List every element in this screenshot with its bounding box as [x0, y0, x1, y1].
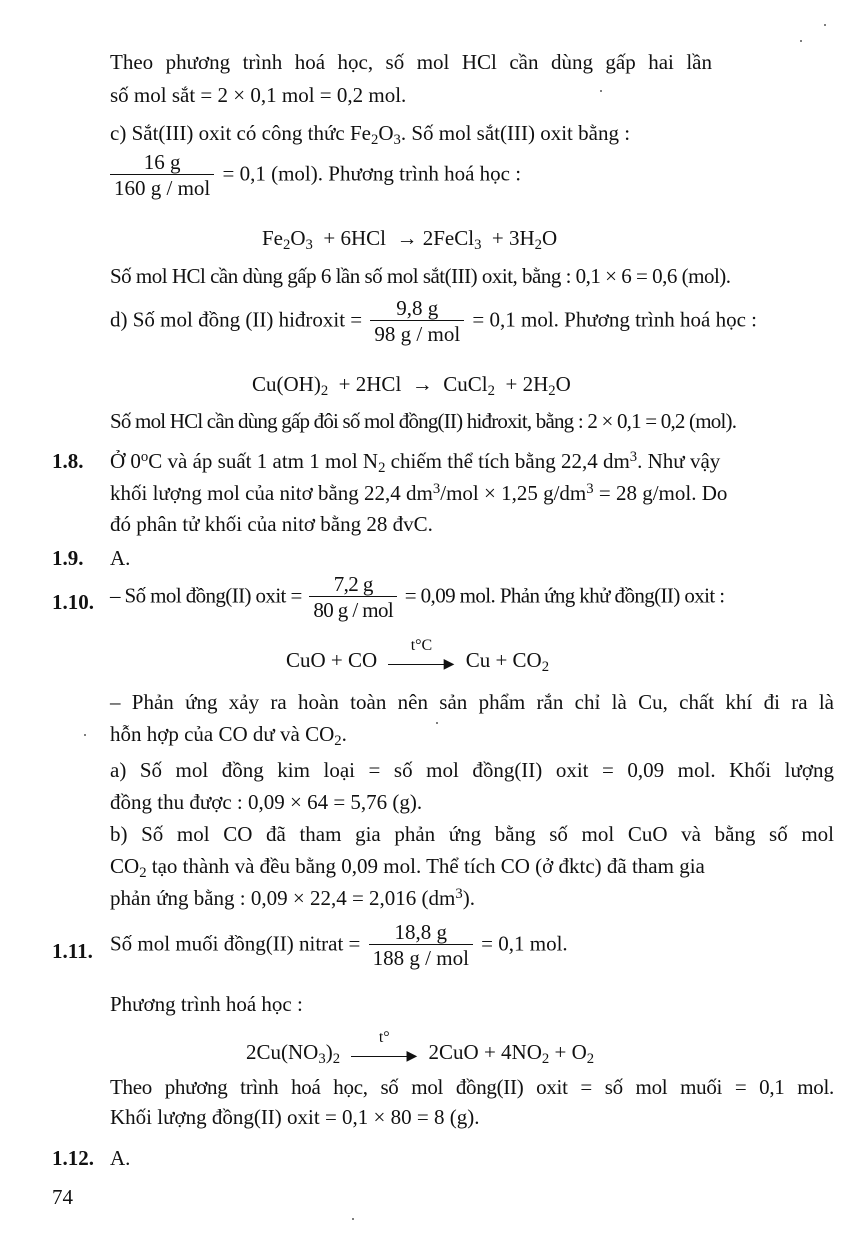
- text-line: a) Số mol đồng kim loại = số mol đồng(II) oxit = 0,09 mol. Khối lượng: [110, 758, 834, 782]
- eq-product: Cu + CO: [465, 648, 542, 672]
- fraction: [110, 152, 214, 199]
- text-line: Phương trình hoá học :: [110, 992, 303, 1016]
- question-number: 1.11.: [52, 939, 93, 963]
- chemical-equation: $Fe_2O_3 + 6HCl$ → 2FeCl$_3$ + $3H_2O$: [262, 226, 558, 253]
- text-fragment: Số mol muối đồng(II) nitrat =: [110, 931, 361, 956]
- fraction: [370, 298, 464, 345]
- text-fragment: = 28 g/mol. Do: [593, 481, 728, 505]
- eq-product: 2FeCl: [422, 226, 475, 250]
- eq-reactant: Cu(OH): [252, 372, 321, 396]
- text-fragment: /mol × 1,25 g/dm: [440, 481, 587, 505]
- answer: A.: [110, 1146, 131, 1170]
- question-number: 1.9.: [52, 546, 84, 570]
- chemical-equation: CuO + CO t°C ▶ $Cu + CO_2$: [286, 637, 550, 675]
- fraction-denominator: 160 g / mol: [110, 174, 214, 199]
- scan-speck: [436, 722, 438, 724]
- fraction-denominator: 98 g / mol: [370, 320, 464, 345]
- text-line: đó phân tử khối của nitơ bằng 28 đvC.: [110, 512, 433, 536]
- text-fragment: khối lượng mol của nitơ bằng 22,4 dm: [110, 481, 433, 505]
- reaction-arrow-icon: t° ▶: [351, 1044, 417, 1064]
- chemical-equation: $Cu(OH)_2 + 2HCl$ → CuCl$_2$ + $2H_2O$: [252, 372, 571, 399]
- text-fragment: c) Sắt(III) oxit có công thức Fe: [110, 121, 371, 145]
- reaction-condition: t°: [378, 1029, 390, 1047]
- text-line: Số mol HCl cần dùng gấp đôi số mol đồng(II) hiđroxit, bằng : 2 × 0,1 = 0,2 (mol).: [110, 409, 737, 433]
- text-line: $CO_2$ tạo thành và đều bằng 0,09 mol. Thể tích CO (ở đktc) đã tham gia: [110, 854, 705, 881]
- arrow-icon: →: [396, 226, 418, 250]
- text-line: Khối lượng đồng(II) oxit = 0,1 × 80 = 8 (g).: [110, 1105, 480, 1129]
- eq-reactant: + 6HCl: [323, 226, 386, 250]
- text-line: phản ứng bằng : 0,09 × 22,4 = 2,016 $(dm^3)$.: [110, 886, 475, 910]
- fraction-denominator: 188 g / mol: [369, 944, 473, 969]
- text-fragment: d) Số mol đồng (II) hiđroxit =: [110, 307, 363, 332]
- reaction-arrow-icon: t°C ▶: [388, 652, 454, 672]
- fraction-numerator: 9,8 g: [396, 296, 439, 320]
- arrow-icon: →: [411, 372, 433, 396]
- text-fragment: ).: [462, 886, 475, 910]
- fraction-line: [110, 298, 757, 345]
- eq-reactant: 2Cu(NO: [246, 1040, 319, 1064]
- eq-product: 2CuO + 4NO: [428, 1040, 542, 1064]
- question-number: 1.10.: [52, 590, 94, 614]
- text-fragment: C và áp suất 1 atm 1 mol N: [148, 449, 379, 473]
- chemical-equation: $2Cu(NO_3)_2$ t° ▶ $2CuO + 4NO_2 + O_2$: [246, 1029, 595, 1067]
- eq-reactant: + 2HCl: [338, 372, 402, 396]
- fraction: [309, 574, 397, 621]
- text-fragment: = 0,09 mol. Phản ứng khử đồng(II) oxit :: [404, 583, 725, 608]
- text-line: đồng thu được : 0,09 × 64 = 5,76 (g).: [110, 790, 423, 814]
- fraction-numerator: 16 g: [143, 150, 181, 174]
- fraction-numerator: 18,8 g: [394, 920, 448, 944]
- text-line: Theo phương trình hoá học, số mol HCl cần dùng gấp hai lần: [110, 50, 712, 74]
- text-line: khối lượng mol của nitơ bằng 22,4 $dm^3$/mol × 1,25 $g/dm^3 = 28$ g/mol. Do: [110, 481, 728, 505]
- question-number: 1.8.: [52, 449, 84, 473]
- fraction-line: [110, 152, 521, 199]
- text-fragment: – Số mol đồng(II) oxit =: [110, 583, 302, 608]
- scan-speck: [800, 40, 802, 42]
- text-line: Số mol HCl cần dùng gấp 6 lần số mol sắt(III) oxit, bằng : 0,1 × 6 = 0,6 (mol).: [110, 264, 731, 288]
- text-fragment: = 0,1 mol. Phương trình hoá học :: [472, 307, 757, 332]
- text-line: Theo phương trình hoá học, số mol đồng(II) oxit = số mol muối = 0,1 mol.: [110, 1075, 834, 1099]
- question-number: 1.12.: [52, 1146, 94, 1170]
- text-line: b) Số mol CO đã tham gia phản ứng bằng số mol CuO và bằng số mol: [110, 822, 834, 846]
- text-fragment: . Như vậy: [637, 449, 721, 473]
- eq-product: + 2H: [505, 372, 549, 396]
- reaction-condition: t°C: [410, 637, 433, 655]
- scan-speck: [600, 90, 602, 92]
- page-number: 74: [52, 1185, 73, 1209]
- fraction: [369, 922, 473, 969]
- text-fragment: Ở 0: [110, 449, 141, 473]
- text-line: – Phản ứng xảy ra hoàn toàn nên sản phẩm rắn chỉ là Cu, chất khí đi ra là: [110, 690, 834, 714]
- text-fragment: tạo thành và đều bằng 0,09 mol. Thể tích CO (ở đktc) đã tham gia: [146, 854, 705, 878]
- eq-reactant: Fe: [262, 226, 283, 250]
- text-line: số mol sắt = 2 × 0,1 mol = 0,2 mol.: [110, 83, 407, 107]
- scan-speck: [352, 1218, 354, 1220]
- scan-speck: [84, 734, 86, 736]
- scan-speck: [824, 24, 826, 26]
- text-fragment: = 0,1 (mol). Phương trình hoá học :: [222, 161, 522, 186]
- answer: A.: [110, 546, 131, 570]
- eq-reactant: CuO + CO: [286, 648, 378, 672]
- eq-product: + O: [549, 1040, 587, 1064]
- section-c-heading: c) Sắt(III) oxit có công thức $Fe_2O_3$. Số mol sắt(III) oxit bằng :: [110, 121, 631, 148]
- text-fragment: hỗn hợp của CO dư và CO: [110, 722, 335, 746]
- text-fragment: phản ứng bằng : 0,09 × 22,4 = 2,016 (dm: [110, 886, 456, 910]
- text-fragment: CO: [110, 854, 140, 878]
- text-fragment: . Số mol sắt(III) oxit bằng :: [400, 121, 631, 145]
- text-fragment: chiếm thể tích bằng 22,4 dm: [385, 449, 630, 473]
- fraction-line: [110, 922, 568, 969]
- eq-product: CuCl: [443, 372, 488, 396]
- text-fragment: = 0,1 mol.: [481, 931, 568, 956]
- fraction-denominator: 80 g / mol: [309, 596, 397, 621]
- text-line: Ở 0$^o$C và áp suất 1 atm 1 mol $N_2$ chiếm thể tích bằng 22,4 $dm^3$. Như vậy: [110, 449, 721, 476]
- fraction-line: [110, 574, 725, 621]
- text-line: hỗn hợp của CO dư và $CO_2$.: [110, 722, 347, 749]
- eq-product: + 3H: [491, 226, 535, 250]
- fraction-numerator: 7,2 g: [333, 572, 373, 596]
